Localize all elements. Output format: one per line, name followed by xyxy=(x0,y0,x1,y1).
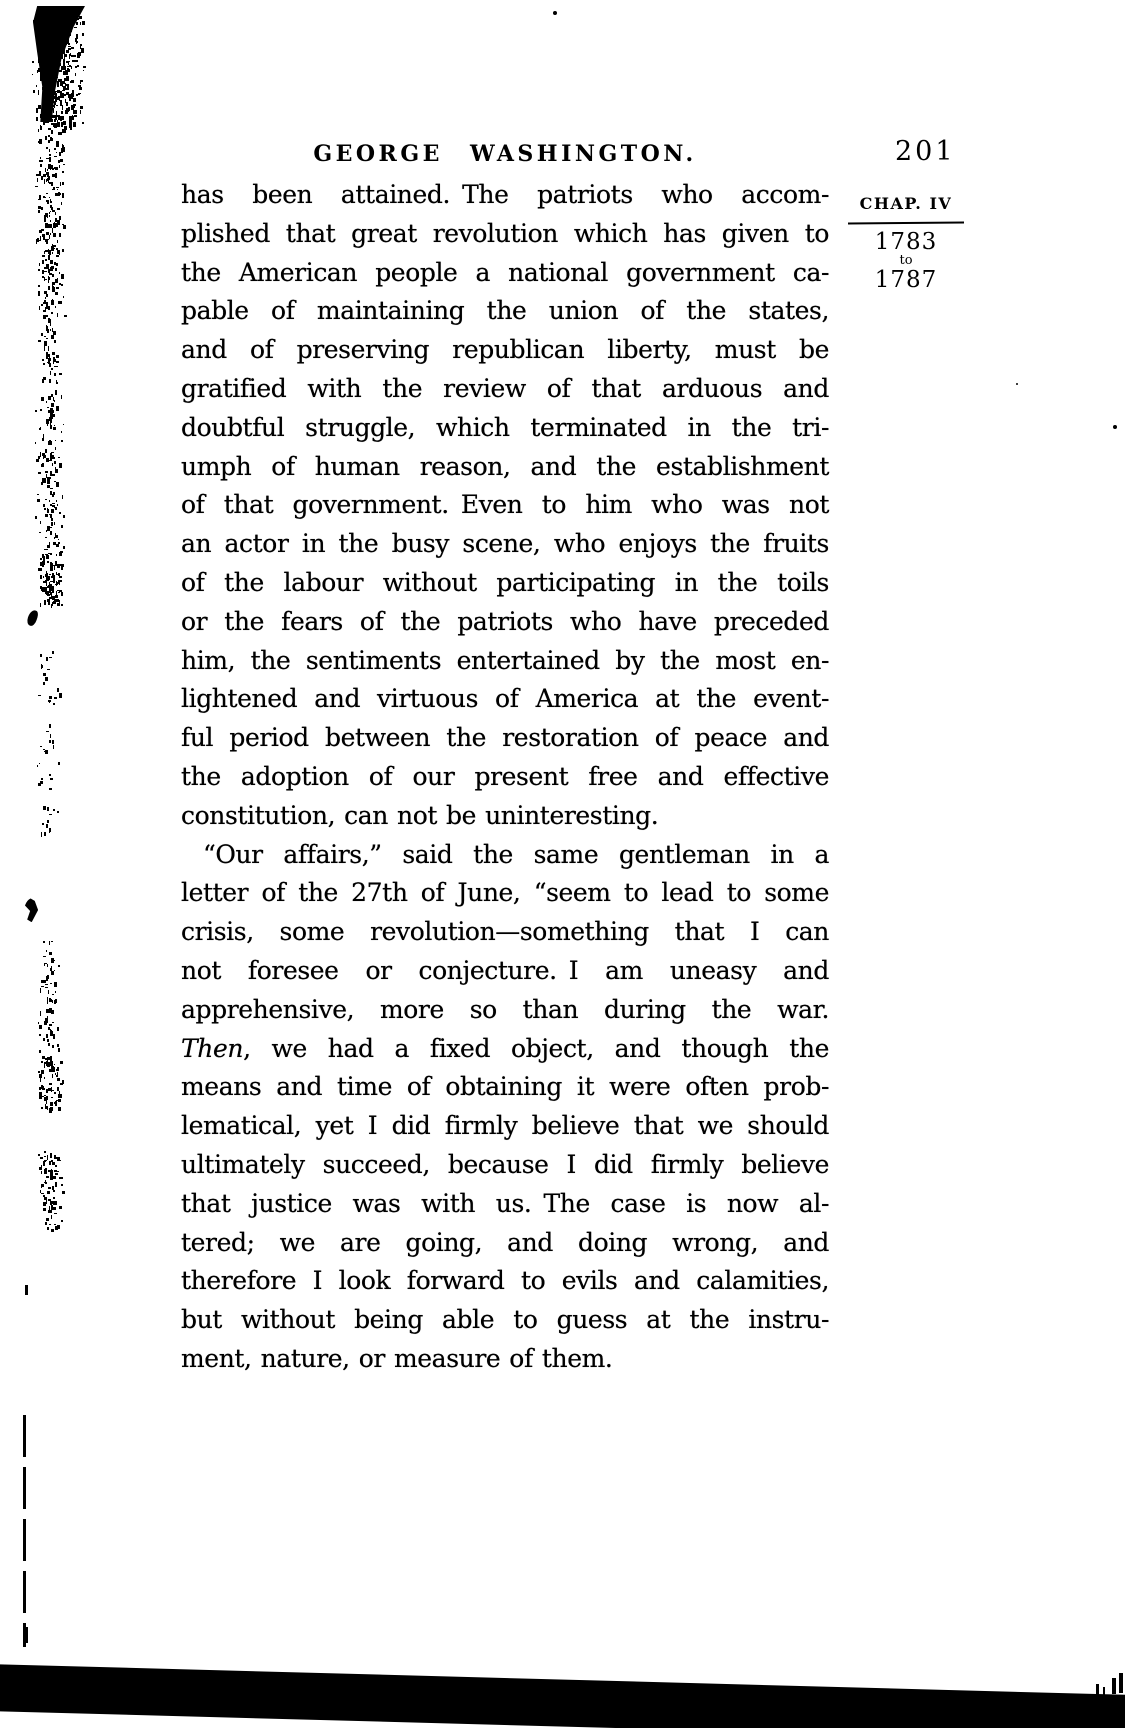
body-line: the adoption of our present free and effective xyxy=(181,761,829,791)
body-line: lightened and virtuous of America at the event- xyxy=(181,684,829,714)
scan-speck xyxy=(1113,425,1117,429)
body-line: doubtful struggle, which terminated in the tri- xyxy=(181,412,829,442)
body-line: Then, we had a fixed object, and though the xyxy=(181,1033,829,1063)
band-edge-noise xyxy=(1103,1687,1105,1696)
body-line: umph of human reason, and the establishment xyxy=(181,451,829,481)
band-edge-noise xyxy=(1096,1684,1099,1696)
body-line: gratified with the review of that arduous and xyxy=(181,373,829,403)
dashed-fold-line xyxy=(23,1415,26,1647)
margin-year-from: 1783 xyxy=(874,229,938,255)
body-line: letter of the 27th of June, “seem to lead to some xyxy=(181,878,829,908)
fold-line-tick xyxy=(24,1627,28,1643)
body-line: of that government. Even to him who was not xyxy=(181,490,829,520)
margin-year-to: 1787 xyxy=(874,267,938,293)
ink-blob xyxy=(26,609,40,627)
body-line: or the fears of the patriots who have preceded xyxy=(181,606,829,636)
body-line: pable of maintaining the union of the states, xyxy=(181,296,829,326)
body-line: “Our affairs,” said the same gentleman in a xyxy=(203,839,829,869)
body-line: plished that great revolution which has given to xyxy=(181,218,829,248)
body-line: not foresee or conjecture. I am uneasy and xyxy=(181,955,829,985)
band-edge-noise xyxy=(1112,1678,1116,1694)
body-line: means and time of obtaining it were often prob- xyxy=(181,1072,829,1102)
band-edge-noise xyxy=(1119,1673,1123,1693)
fold-line-tick xyxy=(25,1285,28,1295)
body-line: but without being able to guess at the instru- xyxy=(181,1305,829,1335)
body-line: ultimately succeed, because I did firmly believe xyxy=(181,1149,829,1179)
body-text xyxy=(181,176,829,1379)
ink-blob xyxy=(22,897,40,923)
body-line: apprehensive, more so than during the war. xyxy=(181,994,829,1024)
margin-year-connector: to xyxy=(899,253,913,268)
body-line: tered; we are going, and doing wrong, and xyxy=(181,1227,829,1257)
body-line: that justice was with us. The case is now al- xyxy=(181,1188,829,1218)
page-number: 201 xyxy=(895,136,956,167)
body-line: an actor in the busy scene, who enjoys the fruits xyxy=(181,529,829,559)
body-line: has been attained. The patriots who accom- xyxy=(181,180,829,209)
body-line: and of preserving republican liberty, must be xyxy=(181,335,829,365)
chapter-rule xyxy=(848,221,964,224)
body-line: him, the sentiments entertained by the most en- xyxy=(181,645,829,675)
body-line: ful period between the restoration of peace and xyxy=(181,723,829,753)
bottom-scan-band xyxy=(0,1664,1125,1728)
scan-speck xyxy=(1016,383,1018,385)
scan-speck xyxy=(553,11,557,15)
body-line: therefore I look forward to evils and calamities, xyxy=(181,1266,829,1296)
body-line: constitution, can not be uninteresting. xyxy=(181,800,659,830)
running-header: GEORGE WASHINGTON. xyxy=(313,141,697,167)
body-line: ment, nature, or measure of them. xyxy=(181,1343,613,1373)
chapter-label: CHAP. IV xyxy=(859,194,953,213)
body-line: the American people a national government ca- xyxy=(181,257,829,287)
body-line: of the labour without participating in the toils xyxy=(181,567,829,597)
body-line: crisis, some revolution—something that I can xyxy=(181,917,829,947)
margin-note xyxy=(845,194,967,292)
body-line: lematical, yet I did firmly believe that we should xyxy=(181,1111,829,1141)
